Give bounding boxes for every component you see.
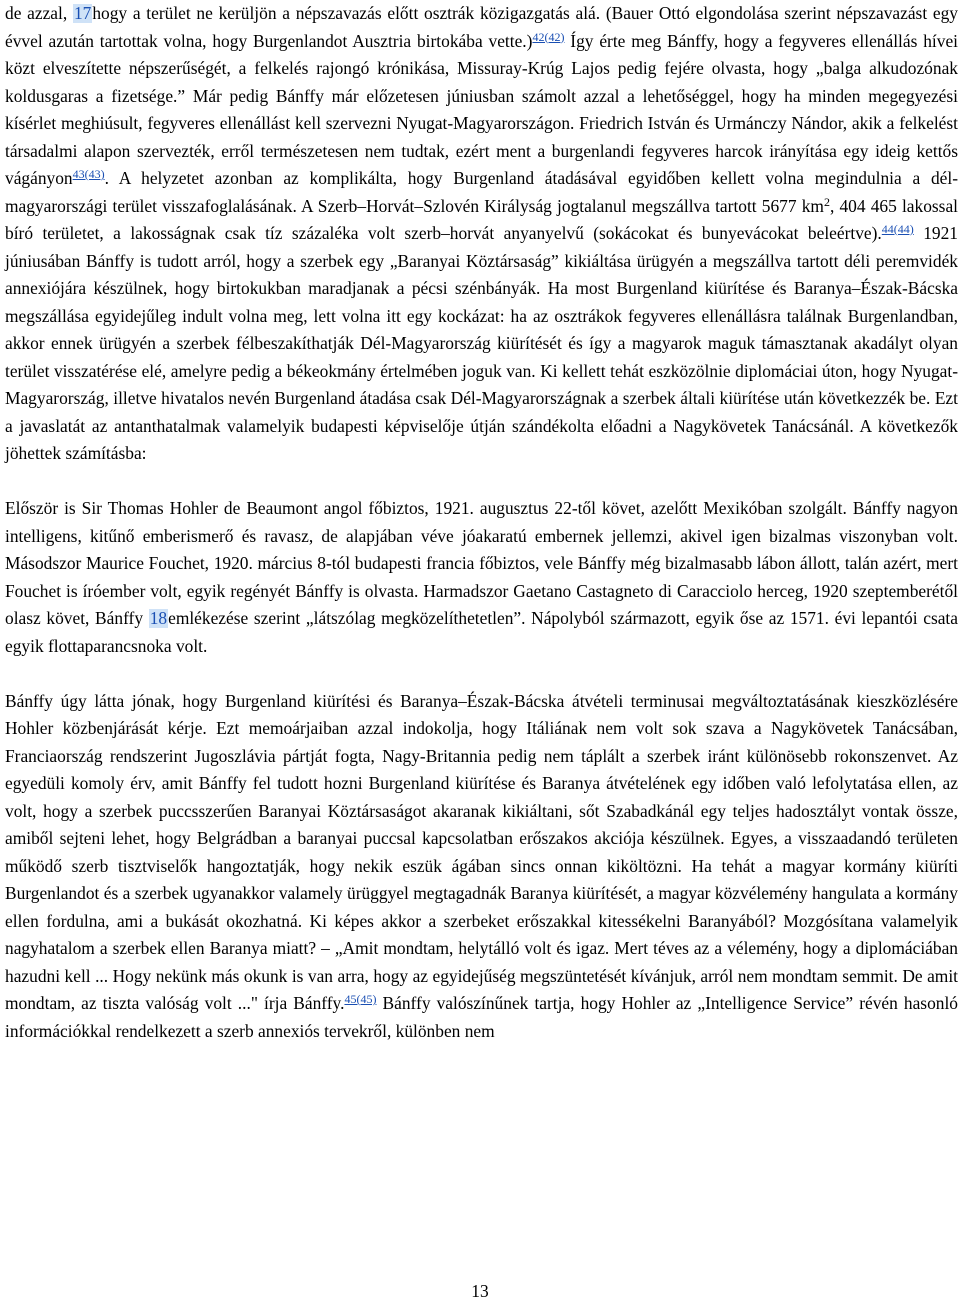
text-run: Bánffy valószínűnek tartja, hogy Hohler az „Intelligence Service” révén hasonló információkkal rendelkezett a szerb annexiós tervekről, különben nem bbox=[5, 993, 958, 1041]
page-marker-18[interactable]: 18 bbox=[149, 608, 168, 628]
paragraph-3 bbox=[5, 688, 958, 1046]
text-run: . A helyzetet azonban az komplikálta, hogy Burgenland átadásával egyidőben kellett volna megindulnia a dél-magyarországi terület visszafoglalásának. A Szerb–Horvát–Szlovén Királyság jogtalanul megszállva tartott 5677 km bbox=[5, 168, 958, 216]
footnote-link-44[interactable]: 44(44) bbox=[881, 222, 914, 236]
text-run: Először is Sir Thomas Hohler de Beaumont angol főbiztos, 1921. augusztus 22-től követ, azelőtt Mexikóban szolgált. Bánffy nagyon intelligens, kitűnő emberismerő és ravasz, de alapjában véve jóakaratú embernek jellemzi, akivel igen bizalmas viszonyban volt. Másodszor Maurice Fouchet, 1920. március 8-tól budapesti francia főbiztos, vele Bánffy még bizalmasabb lábon állott, talán azért, mert Fouchet is íróember volt, egyik regényét Bánffy is olvasta. Harmadszor Gaetano Castagneto di Caracciolo herceg, 1920 szeptemberétől olasz követ, Bánffy bbox=[5, 498, 958, 628]
text-run: hogy a terület ne kerüljön a népszavazás előtt osztrák közigazgatás alá. (Bauer Ottó elgondolása szerint népszavazást egy évvel azután tartottak volna, hogy Burgenlandot Ausztria birtokába vette.) bbox=[5, 3, 958, 51]
text-run: 1921 júniusában Bánffy is tudott arról, hogy a szerbek egy „Baranyai Köztársaság” kikiáltása ürügyén a megszállva tartott déli peremvidék annexiójára készülnek, hogy birtokukban maradjanak a pécsi szénbányák. Ha most Burgenland kiürítése és Baranya–Észak-Bácska megszállása egyidejűleg indult volna meg, lett volna itt egy kockázat: ha az osztrákok fegyveres ellenállásra találnak Burgenlandban, akkor ennek ürügyén a szerbek félbeszakíthatják Dél-Magyarország kiürítését és így a magyarok maguk támasztanak akadályt olyan terület visszatérése elé, amelyre pedig a békeokmány értelmében joguk van. Ki kellett tehát eszközölnie diplomáciai úton, hogy Nyugat-Magyarország, illetve hivatalos nevén Burgenland átadása csak Dél-Magyarországnak a szerbek általi kiürítése után következzék be. Ezt a javaslatát az antanthatalmak valamelyik budapesti képviselője útján szándékolta előadni a Nagykövetek Tanácsánál. A következők jöhettek számításba: bbox=[5, 223, 958, 463]
superscript-squared: 2 bbox=[823, 194, 830, 209]
paragraph-gap bbox=[5, 660, 958, 688]
text-run: , 404 465 lakossal bíró területet, a lakosságnak csak tíz százaléka volt szerb–horvát anyanyelvű (sokácokat és bunyevácokat beleértve). bbox=[5, 195, 958, 243]
paragraph-gap bbox=[5, 468, 958, 496]
paragraph-2 bbox=[5, 495, 958, 660]
text-run: de azzal, bbox=[5, 3, 73, 23]
text-run: Így érte meg Bánffy, hogy a fegyveres ellenállás hívei közt elveszítette népszerűségét, a felkelés rajongó krónikása, Missuray-Krúg Lajos pedig fejére olvasta, hogy „balga alkudozónak koldusgaras a fizetsége.” Már pedig Bánffy már előzetesen júniusban számolt azzal a lehetőséggel, hogy ha minden megegyezési kísérlet meghiúsult, fegyveres ellenállást kell szervezni Nyugat-Magyarországon. Friedrich István és Urmánczy Nándor, akik a felkelést társadalmi alapon szervezték, erről természetesen nem tudtak, ezért ment a burgenlandi fegyveres harcok irányítása egy ideig kettős vágányon bbox=[5, 30, 958, 188]
page-number: 13 bbox=[471, 1281, 489, 1301]
text-run: Bánffy úgy látta jónak, hogy Burgenland kiürítési és Baranya–Észak-Bácska átvételi terminusai megváltoztatásának kieszközlésére Hohler közbenjárását kérje. Ezt memoárjaiban azzal indokolja, hogy Itáliának nem volt sok szava a Nagykövetek Tanácsában, Franciaország rendszerint Jugoszlávia pártját fogta, Nagy-Britannia pedig nem táplált a szerbek iránt különösebb rokonszenvet. Az egyedüli komoly érv, amit Bánffy fel tudott hozni Burgenland kiürítése és Baranya átvételének egy időben való lefolytatása ellen, az volt, hogy a szerbek puccsszerűen Baranyai Köztársaságot akaranak kikiáltani, sőt Szabadkánál egy teljes hadosztályt vontak össze, amiből sejteni lehet, hogy Belgrádban a baranyai puccsal kapcsolatban erőszakos akciója készülnek. Egyes, a visszaadandó területen működő szerb tisztviselők hangoztatják, hogy nekik eszük ágában sincs onnan kiköltözni. Ha tehát a magyar kormány kiüríti Burgenlandot és a szerbek ugyanakkor valamely ürüggyel megtagadnák Baranya kiürítését, a magyar közvélemény hangulata a kormány ellen fordulna, ami a bukását okozhatná. Ki képes akkor a szerbeket erőszakkal kitessékelni Baranyából? Mozgósítana valamelyik nagyhatalom a szerbek ellen Baranya miatt? – „Amit mondtam, helytálló volt és igaz. Mert téves az a vélemény, hogy a diplomáciában hazudni kell ... Hogy nekünk más okunk is van arra, hogy az egyidejűség megszüntetését kívánjuk, arról nem mondtam semmit. De amit mondtam, az tiszta valóság volt ..." írja Bánffy. bbox=[5, 690, 958, 1013]
footnote-link-43[interactable]: 43(43) bbox=[72, 167, 105, 181]
footnote-link-42[interactable]: 42(42) bbox=[532, 29, 565, 44]
document-page bbox=[5, 0, 958, 1045]
page-marker-17[interactable]: 17 bbox=[73, 3, 92, 23]
text-run: emlékezése szerint „látszólag megközelíthetetlen”. Nápolyból származott, egyik őse az 1571. évi lepantói csata egyik flottaparancsnoka volt. bbox=[5, 608, 958, 656]
paragraph-1 bbox=[5, 0, 958, 468]
footnote-link-45[interactable]: 45(45) bbox=[344, 992, 377, 1006]
